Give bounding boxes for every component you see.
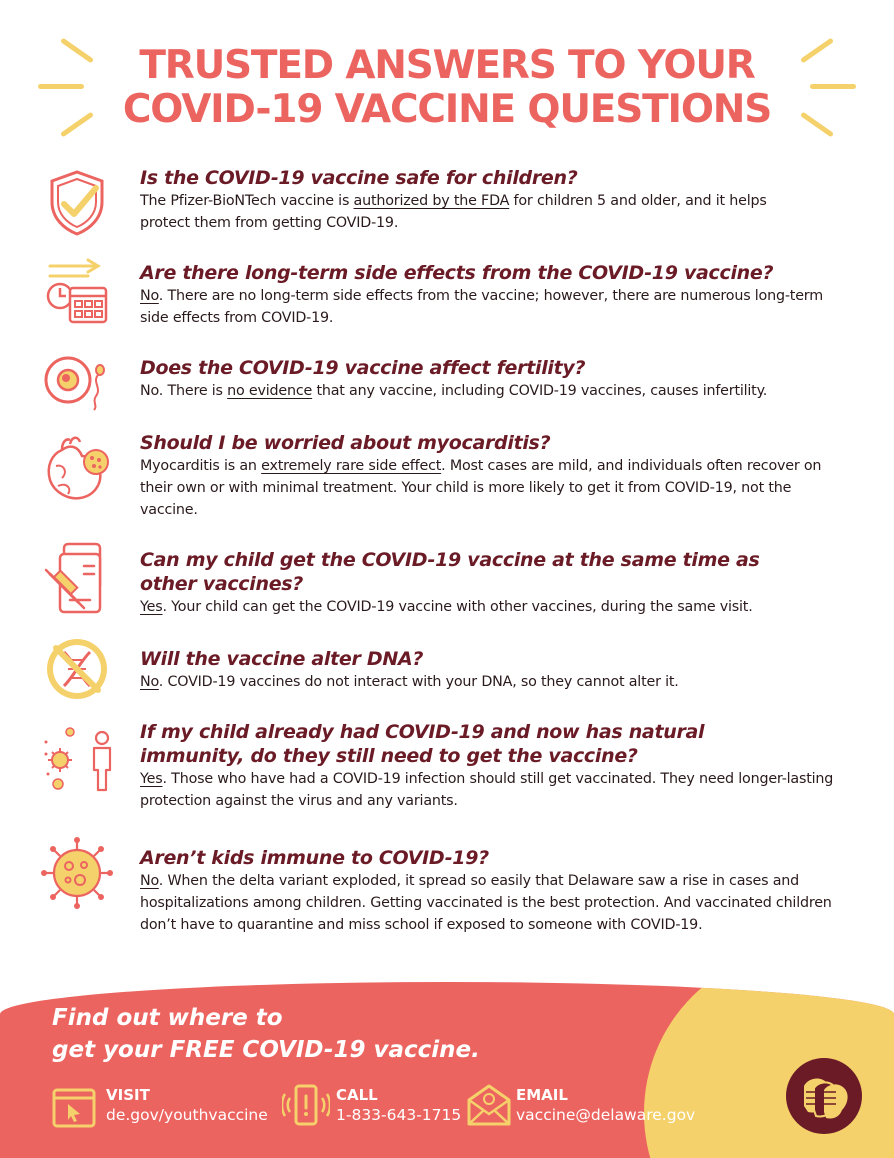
qa-item — [140, 261, 860, 329]
phone-ring-icon — [282, 1084, 330, 1128]
shield-check-icon — [40, 166, 114, 240]
visit-contact[interactable] — [52, 1082, 282, 1132]
call-label: CALL — [336, 1086, 378, 1104]
heart-icon — [40, 432, 114, 506]
answer: The Pfizer-BioNTech vaccine is authorized by the FDA for children 5 and older, and it helps protect them from getting COVID-19. — [140, 193, 767, 231]
qa-item — [140, 431, 860, 521]
egg-sperm-icon — [40, 344, 114, 418]
answer: No. There is no evidence that any vaccine, including COVID-19 vaccines, causes infertility. — [140, 383, 768, 399]
answer-link: Yes — [140, 599, 163, 615]
qa-item — [140, 647, 860, 693]
question: If my child already had COVID-19 and now has natural immunity, do they still need to get the vaccine? — [140, 721, 705, 767]
answer-link: No — [140, 288, 159, 304]
answer-link[interactable]: extremely rare side effect — [261, 458, 442, 474]
call-contact[interactable] — [282, 1082, 462, 1132]
question: Is the COVID-19 vaccine safe for children? — [140, 167, 578, 189]
virus-icon — [40, 836, 114, 910]
visit-url[interactable]: de.gov/youthvaccine — [106, 1106, 268, 1124]
answer: Myocarditis is an extremely rare side effect. Most cases are mild, and individuals often recover on their own or with minimal treatment. Your child is more likely to get it from COVID-19, not the vaccine. — [140, 458, 822, 518]
question: Should I be worried about myocarditis? — [140, 432, 551, 454]
title-line1: TRUSTED ANSWERS TO YOUR — [139, 43, 755, 88]
calendar-clock-icon — [40, 256, 114, 330]
answer-link: No — [140, 674, 159, 690]
answer: No. When the delta variant exploded, it spread so easily that Delaware saw a rise in cases and hospitalizations among children. Getting vaccinated is the best protection. And vaccinated children don’t have to quarantine and miss school if exposed to someone with COVID-19. — [140, 873, 832, 933]
answer: Yes. Your child can get the COVID-19 vaccine with other vaccines, during the same visit. — [140, 599, 753, 615]
visit-label: VISIT — [106, 1086, 150, 1104]
email-label: EMAIL — [516, 1086, 568, 1104]
qa-item — [140, 356, 860, 402]
answer: No. COVID-19 vaccines do not interact with your DNA, so they cannot alter it. — [140, 674, 679, 690]
browser-cursor-icon — [52, 1088, 96, 1128]
no-dna-icon — [40, 632, 114, 706]
email-address[interactable]: vaccine@delaware.gov — [516, 1106, 696, 1124]
question: Can my child get the COVID-19 vaccine at the same time as other vaccines? — [140, 549, 760, 595]
question: Are there long-term side effects from the COVID-19 vaccine? — [140, 262, 774, 284]
answer: No. There are no long-term side effects from the vaccine; however, there are numerous long-term side effects from COVID-19. — [140, 288, 823, 326]
virus-person-icon — [40, 724, 114, 798]
answer-link[interactable]: authorized by the FDA — [353, 193, 510, 209]
title-line2: COVID-19 VACCINE QUESTIONS — [122, 87, 772, 132]
answer: Yes. Those who have had a COVID-19 infection should still get vaccinated. They need longer-lasting protection against the virus and any variants. — [140, 771, 834, 809]
email-contact[interactable] — [466, 1082, 706, 1132]
envelope-icon — [466, 1082, 512, 1128]
question: Aren’t kids immune to COVID-19? — [140, 847, 489, 869]
qa-item — [140, 548, 860, 618]
page-title — [0, 44, 894, 132]
call-number[interactable]: 1-833-643-1715 — [336, 1106, 462, 1124]
qa-item — [140, 846, 860, 936]
question: Does the COVID-19 vaccine affect fertility? — [140, 357, 586, 379]
qa-item — [140, 720, 860, 812]
answer-link[interactable]: no evidence — [227, 383, 313, 399]
delaware-seal-icon — [786, 1058, 862, 1134]
syringe-record-icon — [40, 540, 114, 614]
question: Will the vaccine alter DNA? — [140, 648, 424, 670]
footer-cta: Find out where to get your FREE COVID-19 vaccine. — [52, 1005, 480, 1063]
footer-banner — [0, 982, 894, 1158]
answer-link: Yes — [140, 771, 163, 787]
qa-item — [140, 166, 860, 234]
answer-link: No — [140, 873, 159, 889]
